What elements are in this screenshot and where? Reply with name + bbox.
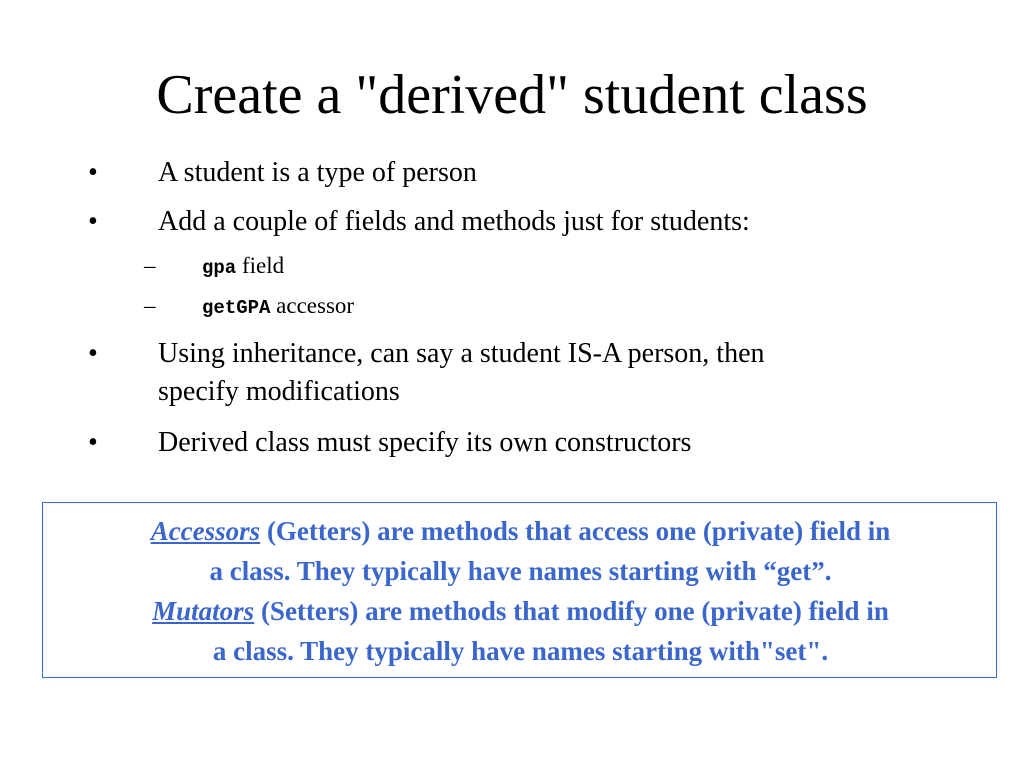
callout-line: a class. They typically have names starting with “get”.	[209, 556, 832, 586]
term-mutators: Mutators	[152, 596, 255, 626]
term-accessors: Accessors	[150, 516, 261, 546]
bullet-text	[158, 335, 948, 411]
callout-line-rest: (Setters) are methods that modify one (private) field in	[254, 596, 889, 626]
callout-line	[43, 511, 998, 551]
bullet-symbol: •	[88, 157, 98, 188]
slide-title: Create a "derived" student class	[156, 64, 868, 126]
bullet-symbol: •	[88, 427, 98, 458]
callout-line-rest: (Getters) are methods that access one (private) field in	[260, 516, 891, 546]
sub-bullet-text	[202, 250, 284, 284]
bullet-symbol: •	[88, 206, 98, 237]
sub-bullet-label: field	[236, 253, 285, 278]
callout-line	[43, 591, 998, 631]
callout-line: a class. They typically have names starting with"set".	[212, 636, 829, 666]
code-gpa: gpa	[202, 257, 237, 279]
sub-bullet-text	[202, 290, 354, 324]
bullet-text-line: specify modifications	[158, 376, 400, 407]
sub-bullet-symbol: –	[144, 293, 156, 318]
definition-callout-box	[42, 502, 997, 678]
bullet-symbol: •	[88, 338, 98, 369]
bullet-text-line: Using inheritance, can say a student IS-A person, then	[158, 338, 765, 369]
sub-bullet-label: accessor	[270, 293, 355, 318]
callout-text	[43, 511, 998, 671]
sub-bullet-symbol: –	[144, 253, 156, 278]
bullet-text: A student is a type of person	[158, 157, 477, 188]
code-getgpa: getGPA	[202, 297, 271, 319]
bullet-text: Add a couple of fields and methods just for students:	[158, 206, 750, 237]
bullet-text: Derived class must specify its own constructors	[158, 427, 692, 458]
